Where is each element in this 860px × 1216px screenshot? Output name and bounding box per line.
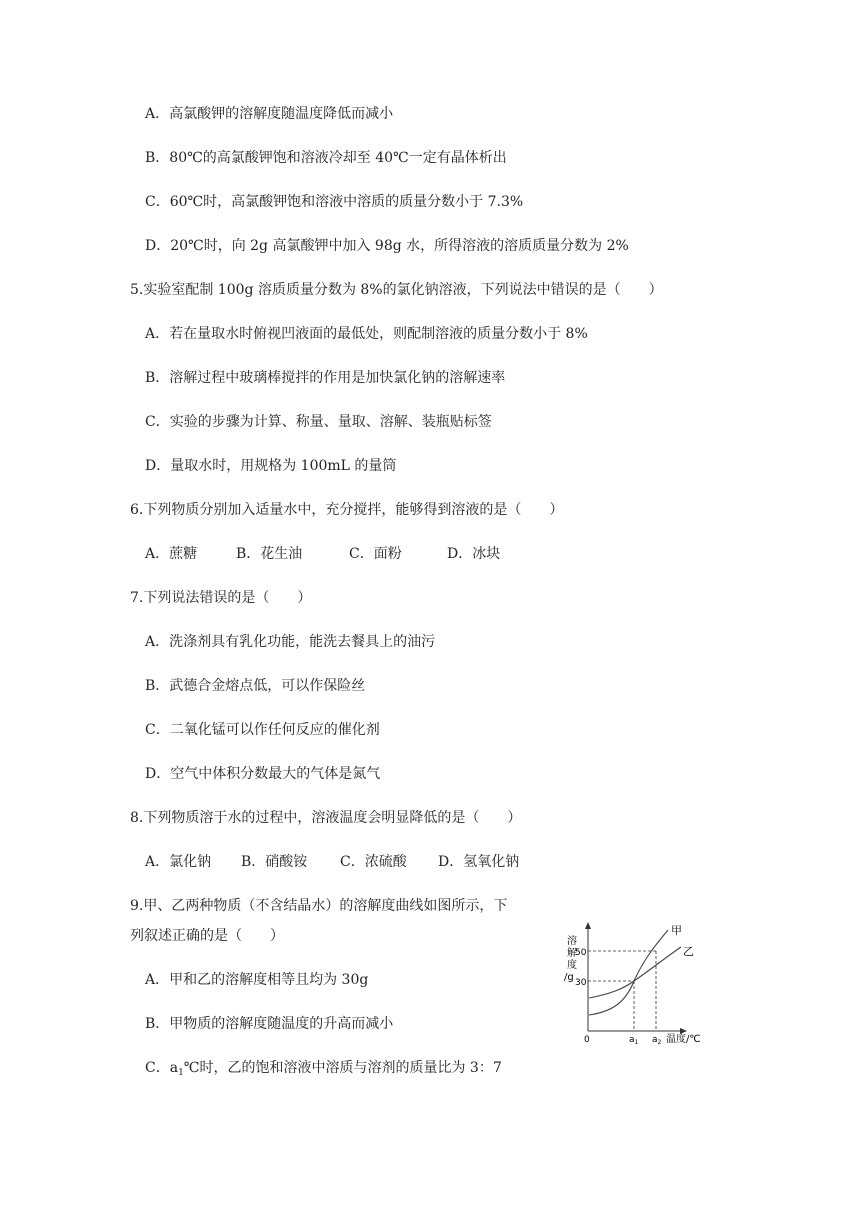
q8-stem: 8.下列物质溶于水的过程中，溶液温度会明显降低的是（ ） xyxy=(130,810,522,826)
label-yi: 乙 xyxy=(683,945,694,958)
x-tick-a2: $a_2$ xyxy=(652,1035,662,1046)
q9-option-c-prefix: C．a xyxy=(145,1060,179,1076)
label-jia: 甲 xyxy=(671,924,682,937)
q4-option-c: C．60℃时，高氯酸钾饱和溶液中溶质的质量分数小于 7.3% xyxy=(145,194,524,210)
q5-option-d: D．量取水时，用规格为 100mL 的量筒 xyxy=(145,458,397,474)
q9-stem-line1: 9.甲、乙两种物质（不含结晶水）的溶解度曲线如图所示，下 xyxy=(130,898,508,914)
ylabel-char-4: /g xyxy=(564,972,574,983)
q7-option-b: B．武德合金熔点低，可以作保险丝 xyxy=(145,678,366,694)
q9-option-a: A．甲和乙的溶解度相等且均为 30g xyxy=(145,972,369,988)
q7-option-d: D．空气中体积分数最大的气体是氮气 xyxy=(145,766,381,782)
xlabel: 温度/℃ xyxy=(666,1034,701,1045)
q5-option-a: A．若在量取水时俯视凹液面的最低处，则配制溶液的质量分数小于 8% xyxy=(145,326,588,342)
ylabel-char-2: 解 xyxy=(567,948,577,959)
q9-option-c-text: ℃时，乙的饱和溶液中溶质与溶剂的质量比为 3：7 xyxy=(183,1060,502,1076)
q8-option-a: A．氯化钠 xyxy=(145,854,212,870)
q6-option-b: B．花生油 xyxy=(236,546,303,562)
y-tick-30: 30 xyxy=(575,978,587,988)
q5-stem: 5.实验室配制 100g 溶质质量分数为 8%的氯化钠溶液，下列说法中错误的是（ ） xyxy=(130,282,663,298)
x-tick-a1: $a_1$ xyxy=(629,1035,639,1046)
q5-option-b: B．溶解过程中玻璃棒搅拌的作用是加快氯化钠的溶解速率 xyxy=(145,370,506,386)
q4-option-a: A．高氯酸钾的溶解度随温度降低而减小 xyxy=(145,106,394,122)
q8-options-row xyxy=(145,852,519,872)
q9-option-c xyxy=(145,1058,502,1083)
q4-option-b: B．80℃的高氯酸钾饱和溶液冷却至 40℃一定有晶体析出 xyxy=(145,150,507,166)
ylabel-char-3: 度 xyxy=(567,960,577,971)
q6-stem: 6.下列物质分别加入适量水中，充分搅拌，能够得到溶液的是（ ） xyxy=(130,502,564,518)
q7-option-c: C．二氧化锰可以作任何反应的催化剂 xyxy=(145,722,380,738)
y-tick-50: 50 xyxy=(575,948,587,958)
ylabel-char-1: 溶 xyxy=(567,936,577,947)
q4-option-d: D．20℃时，向 2g 高氯酸钾中加入 98g 水，所得溶液的溶质质量分数为 2% xyxy=(145,238,629,254)
q6-option-a: A．蔗糖 xyxy=(145,546,198,562)
q7-stem: 7.下列说法错误的是（ ） xyxy=(130,590,312,606)
q7-option-a: A．洗涤剂具有乳化功能，能洗去餐具上的油污 xyxy=(145,634,436,650)
q6-options-row xyxy=(145,544,500,564)
q8-option-c: C．浓硫酸 xyxy=(340,854,407,870)
q9-option-b: B．甲物质的溶解度随温度的升高而减小 xyxy=(145,1016,394,1032)
q9-stem-line2: 列叙述正确的是（ ） xyxy=(130,928,284,944)
q8-option-d: D．氢氧化钠 xyxy=(438,854,520,870)
q8-option-b: B．硝酸铵 xyxy=(241,854,308,870)
origin-label: 0 xyxy=(584,1035,590,1045)
curve-yi xyxy=(589,947,681,998)
q9-option-c-subscript: 1 xyxy=(178,1068,184,1078)
q5-option-c: C．实验的步骤为计算、称量、量取、溶解、装瓶贴标签 xyxy=(145,414,492,430)
y-axis-arrow xyxy=(585,922,591,929)
solubility-graph xyxy=(555,918,715,1048)
q6-option-d: D．冰块 xyxy=(447,546,501,562)
q6-option-c: C．面粉 xyxy=(349,546,402,562)
